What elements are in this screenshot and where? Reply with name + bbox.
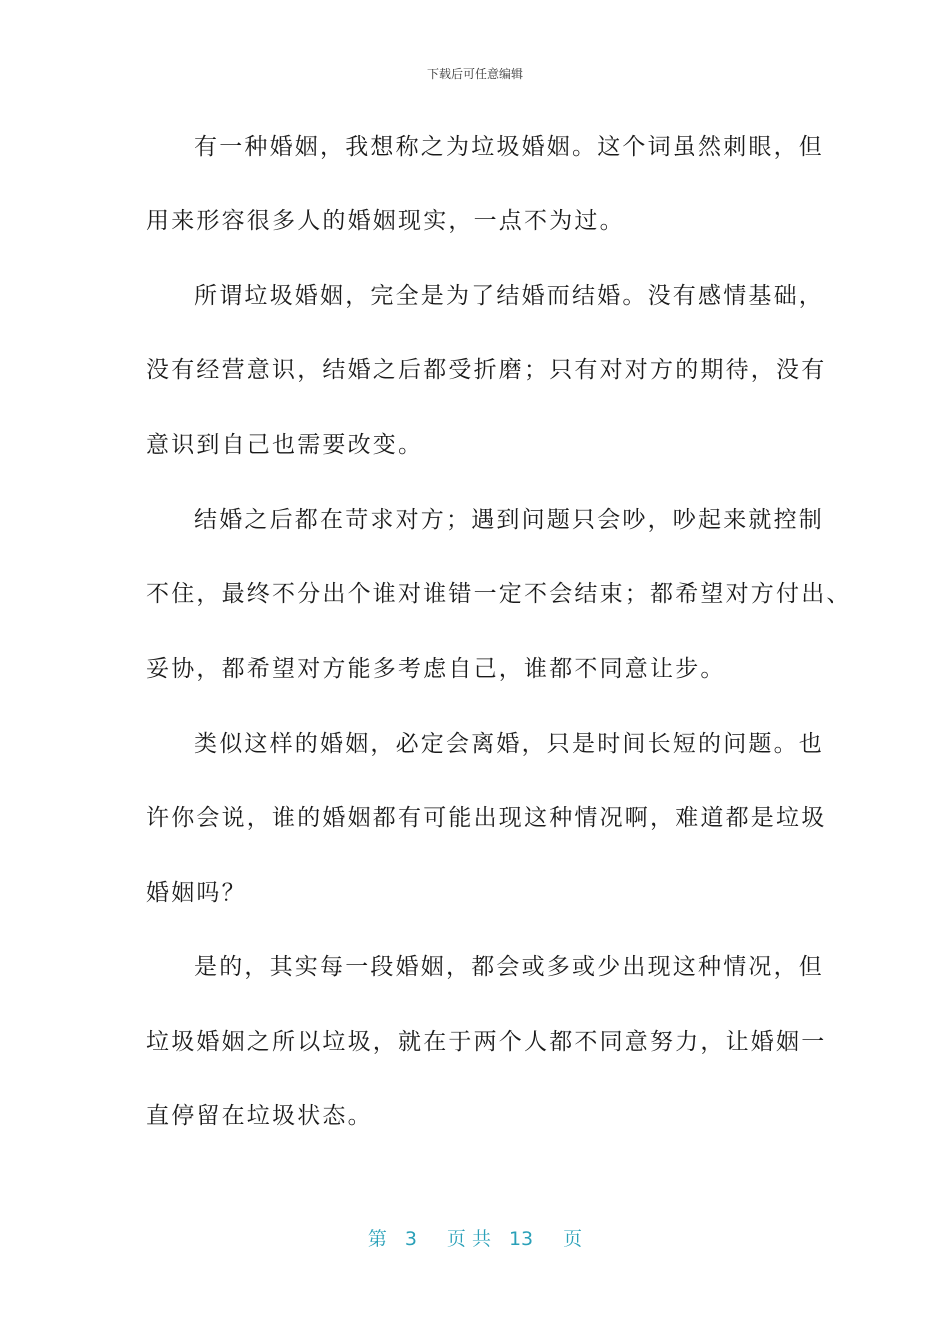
paragraph-line: 婚姻吗？ bbox=[146, 880, 247, 906]
page-number-footer bbox=[0, 1226, 950, 1252]
paragraph-line: 所谓垃圾婚姻，完全是为了结婚而结婚。没有感情基础， bbox=[194, 283, 824, 309]
page-header: 下载后可任意编辑 bbox=[426, 67, 523, 81]
paragraph-line: 用来形容很多人的婚姻现实，一点不为过。 bbox=[146, 208, 625, 234]
paragraph-line: 不住，最终不分出个谁对谁错一定不会结束；都希望对方付出、 bbox=[146, 581, 852, 607]
footer-prefix: 第 bbox=[367, 1228, 387, 1250]
paragraph-line: 垃圾婚姻之所以垃圾，就在于两个人都不同意努力，让婚姻一 bbox=[146, 1029, 827, 1055]
footer-suffix: 页 bbox=[563, 1228, 583, 1250]
paragraph-line: 类似这样的婚姻，必定会离婚，只是时间长短的问题。也 bbox=[194, 731, 824, 757]
total-pages-number: 13 bbox=[508, 1228, 534, 1250]
paragraph-line: 直停留在垃圾状态。 bbox=[146, 1103, 373, 1129]
paragraph-line: 结婚之后都在苛求对方；遇到问题只会吵，吵起来就控制 bbox=[194, 507, 824, 533]
paragraph-line: 是的，其实每一段婚姻，都会或多或少出现这种情况，但 bbox=[194, 954, 824, 980]
paragraph-line: 妥协，都希望对方能多考虑自己，谁都不同意让步。 bbox=[146, 656, 726, 682]
paragraph-line: 意识到自己也需要改变。 bbox=[146, 432, 424, 458]
paragraph-line: 没有经营意识，结婚之后都受折磨；只有对对方的期待，没有 bbox=[146, 357, 827, 383]
paragraph-line: 有一种婚姻，我想称之为垃圾婚姻。这个词虽然刺眼，但 bbox=[194, 134, 824, 160]
paragraph-line: 许你会说，谁的婚姻都有可能出现这种情况啊，难道都是垃圾 bbox=[146, 805, 827, 831]
footer-middle: 页 共 bbox=[446, 1228, 491, 1250]
current-page-number: 3 bbox=[404, 1228, 417, 1250]
